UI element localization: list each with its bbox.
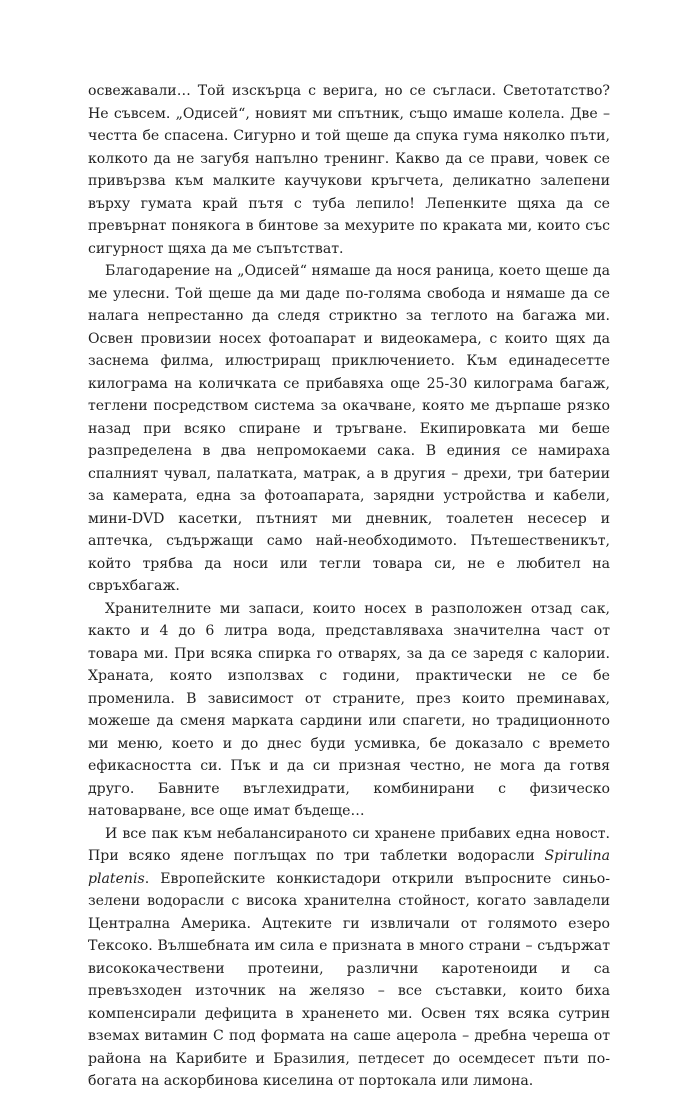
paragraph: Благодарение на „Одисей“ нямаше да нося раница, което щеше да ме улесни. Той щеше да ми даде по-голяма свобода и нямаше да се налага непрестанно да следя стриктно за теглото на багажа ми. Освен провизии носех фотоапарат и видеокамера, с които щях да заснема филма, илюстриращ приключението. Към единадесетте килограма на количката се прибавяха още 25-30 килограма багаж, теглени посредством система за окачване, която ме дърпаше рязко назад при всяко спиране и тръгване. Екипировката ми беше разпределена в два непромокаеми сака. В единия се намираха спалният чувал, палатката, матрак, а в другия – дрехи, три батерии за камерата, една за фотоапарата, зарядни устройства и кабели, мини-DVD касетки, пътният ми дневник, тоалетен несесер и аптечка, съдържащи само най-необходимото. Пътешественикът, който трябва да носи или тегли товара си, не е любител на свръхбагаж. (88, 263, 610, 594)
paragraph: Хранителните ми запаси, които носех в разположен отзад сак, както и 4 до 6 литра вода, представляваха значителна част от товара ми. При всяка спирка го отварях, за да се заредя с калории. Храната, която използвах с години, практически не се бе променила. В зависимост от страните, през които преминавах, можеше да сменя марката сардини или спагети, но традиционното ми меню, което и до днес буди усмивка, бе доказало с времето ефикасността си. Пък и да си призная честно, не мога да готвя друго. Бавните въглехидрати, комбинирани с физическо натоварване, все още имат бъдеще… (88, 600, 610, 819)
body-text (88, 80, 610, 1093)
paragraph (88, 823, 610, 1093)
species-name: Spirulina platenis (88, 848, 610, 887)
paragraph-text: И все пак към небалансираното си хранене прибавих една новост. При всяко ядене поглъщах по три таблетки водорасли (88, 825, 610, 864)
paragraph-text: . Европейските конкистадори открили въпросните синьо-зелени водорасли с висока хранителна стойност, когато завладели Централна Америка. Ацтеките ги извличали от голямото езеро Тексоко. Вълшебната им сила е призната в много страни – съдържат висококачествени протеини, различни каротеноиди и са превъзходен източник на желязо – все съставки, които биха компенсирали дефицита в храненето ми. Освен тях всяка сутрин вземах витамин С под формата на саше ацерола – дребна череша от района на Карибите и Бразилия, петдесет до осемдесет пъти по-богата на аскорбинова киселина от портокала или лимона. (88, 870, 610, 1089)
paragraph: освежавали… Той изскърца с верига, но се съгласи. Светотатство? Не съвсем. „Одисей“, новият ми спътник, също имаше колела. Две – честта бе спасена. Сигурно и той щеше да спука гума няколко пъти, колкото да не загубя напълно тренинг. Какво да се прави, човек се привързва към малките каучукови кръгчета, деликатно залепени върху гумата край пътя с туба лепило! Лепенките щяха да се превърнат понякога в бинтове за мехурите по краката ми, които със сигурност щяха да ме съпътстват. (88, 83, 610, 257)
